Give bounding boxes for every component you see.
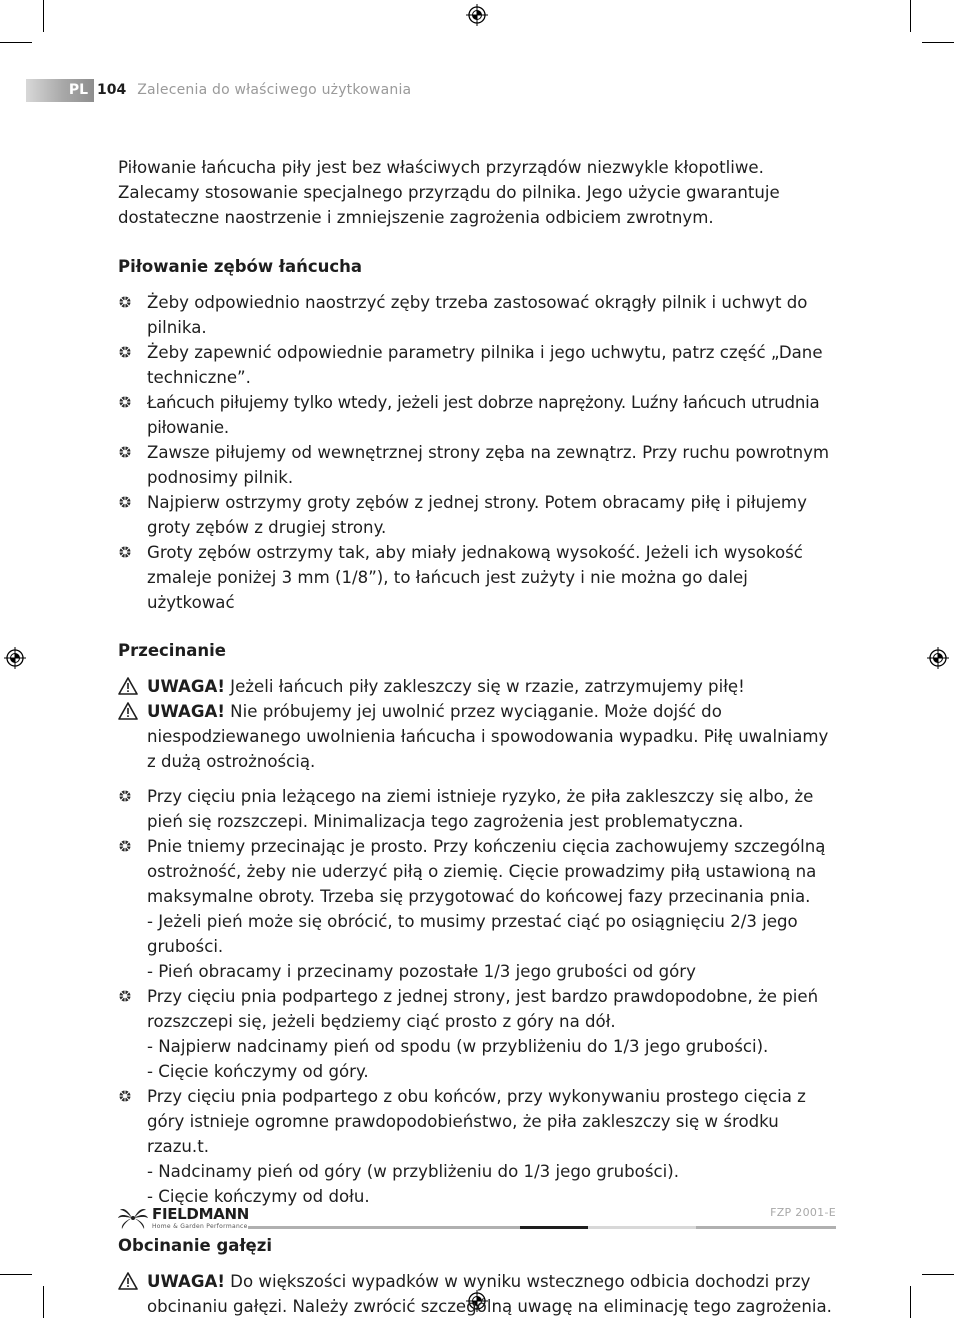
warning-item: UWAGA! Do większości wypadków w wyniku wstecznego odbicia dochodzi przy obcinaniu gałęzi. Należy zwrócić szczególną uwagę na eliminację tego zagrożenia. [118, 1269, 838, 1319]
warning-item: UWAGA! Nie próbujemy jej uwolnić przez wyciąganie. Może dojść do niespodziewanego uwolnienia łańcucha i spowodowania wypadku. Piłę uwalniamy z dużą ostrożnością. [118, 699, 838, 774]
brand-logo [118, 1205, 249, 1231]
bullet-list [118, 290, 838, 615]
warning-list [118, 1269, 838, 1319]
warning-list [118, 674, 838, 774]
crop-mark [43, 1286, 44, 1318]
list-item: Żeby zapewnić odpowiednie parametry pilnika i jego uchwytu, patrz część „Dane techniczne”. [118, 340, 838, 390]
bullet-list [118, 784, 838, 1209]
sub-step: - Cięcie kończymy od góry. [147, 1062, 369, 1081]
registration-mark-icon [466, 4, 488, 26]
list-item: Przy cięciu pnia leżącego na ziemi istnieje ryzyko, że piła zakleszczy się albo, że pień się rozszczepi. Minimalizacja tego zagrożenia jest problematyczna. [118, 784, 838, 834]
brand-name: FIELDMANN [152, 1204, 250, 1223]
crop-mark [910, 1286, 911, 1318]
fieldmann-logo-icon [118, 1205, 148, 1231]
warning-icon [118, 1272, 138, 1290]
warning-icon [118, 677, 138, 695]
sub-step: - Cięcie kończymy od dołu. [147, 1187, 370, 1206]
sub-step: - Nadcinamy pień od góry (w przybliżeniu do 1/3 jego grubości). [147, 1162, 679, 1181]
list-item: Żeby odpowiednio naostrzyć zęby trzeba zastosować okrągły pilnik i uchwyt do pilnika. [118, 290, 838, 340]
section-heading: Obcinanie gałęzi [118, 1236, 273, 1255]
page-header [26, 79, 411, 102]
warning-icon [118, 702, 138, 720]
bullet-icon [119, 546, 131, 558]
main-content [118, 155, 838, 1319]
bullet-icon [119, 496, 131, 508]
list-item: Groty zębów ostrzymy tak, aby miały jednakową wysokość. Jeżeli ich wysokość zmaleje poniżej 3 mm (1/8”), to łańcuch jest zużyty i nie można go dalej użytkować [118, 540, 838, 615]
footer-rule [520, 1226, 588, 1229]
bullet-icon [119, 296, 131, 308]
footer-rule [696, 1226, 836, 1229]
crop-mark [922, 42, 954, 43]
language-tab: PL [26, 79, 94, 102]
crop-mark [0, 42, 32, 43]
registration-mark-icon [927, 647, 949, 669]
brand-tagline: Home & Garden Performance [152, 1222, 248, 1230]
crop-mark [0, 1274, 32, 1275]
list-item: Zawsze piłujemy od wewnętrznej strony zęba na zewnątrz. Przy ruchu powrotnym podnosimy pilnik. [118, 440, 838, 490]
footer-rule [588, 1226, 696, 1229]
model-number: FZP 2001-E [770, 1206, 836, 1219]
bullet-icon [119, 790, 131, 802]
list-item: Przy cięciu pnia podpartego z obu końców, przy wykonywaniu prostego cięcia z góry istnieje ogromne prawdopodobieństwo, że piła zakleszczy się w środku rzazu.t. - Nadcinamy pień od góry (w przybliżeniu do 1/3 jego grubości). - Cięcie kończymy od dołu. [118, 1084, 838, 1209]
intro-paragraph: Piłowanie łańcucha piły jest bez właściwych przyrządów niezwykle kłopotliwe. Zalecamy stosowanie specjalnego przyrządu do pilnika. Jego użycie gwarantuje dostateczne naostrzenie i zmniejszenie zagrożenia odbiciem zwrotnym. [118, 158, 780, 227]
warning-item: UWAGA! Jeżeli łańcuch piły zakleszczy się w rzazie, zatrzymujemy piłę! [118, 674, 838, 699]
section-heading: Przecinanie [118, 641, 226, 660]
sub-step: - Jeżeli pień może się obrócić, to musimy przestać ciąć po osiągnięciu 2/3 jego grubości. [147, 912, 798, 956]
crop-mark [922, 1274, 954, 1275]
bullet-icon [119, 396, 131, 408]
bullet-icon [119, 840, 131, 852]
sub-step: - Najpierw nadcinamy pień od spodu (w przybliżeniu do 1/3 jego grubości). [147, 1037, 769, 1056]
list-item: Najpierw ostrzymy groty zębów z jednej strony. Potem obracamy piłę i piłujemy groty zębów z drugiej strony. [118, 490, 838, 540]
list-item: Łańcuch piłujemy tylko wtedy, jeżeli jest dobrze naprężony. Luźny łańcuch utrudnia piłowanie. [118, 390, 838, 440]
list-item: Przy cięciu pnia podpartego z jednej strony, jest bardzo prawdopodobne, że pień rozszczepi się, jeżeli będziemy ciąć prosto z góry na dół. - Najpierw nadcinamy pień od spodu (w przybliżeniu do 1/3 jego grubości). - Cięcie kończymy od góry. [118, 984, 838, 1084]
bullet-icon [119, 346, 131, 358]
crop-mark [43, 0, 44, 32]
footer-rule [248, 1226, 520, 1229]
sub-step: - Pień obracamy i przecinamy pozostałe 1/3 jego grubości od góry [147, 962, 696, 981]
bullet-icon [119, 990, 131, 1002]
section-heading: Piłowanie zębów łańcucha [118, 257, 363, 276]
header-title: Zalecenia do właściwego użytkowania [137, 82, 412, 98]
page-number: 104 [94, 79, 129, 102]
bullet-icon [119, 446, 131, 458]
list-item: Pnie tniemy przecinając je prosto. Przy kończeniu cięcia zachowujemy szczególną ostrożność, żeby nie uderzyć piłą o ziemię. Cięcie prowadzimy piłą ustawioną na maksymalne obroty. Trzeba się przygotować do końcowej fazy przecinania pnia. - Jeżeli pień może się obrócić, to musimy przestać ciąć po osiągnięciu 2/3 jego grubości. - Pień obracamy i przecinamy pozostałe 1/3 jego grubości od góry [118, 834, 838, 984]
registration-mark-icon [4, 647, 26, 669]
crop-mark [910, 0, 911, 32]
bullet-icon [119, 1090, 131, 1102]
